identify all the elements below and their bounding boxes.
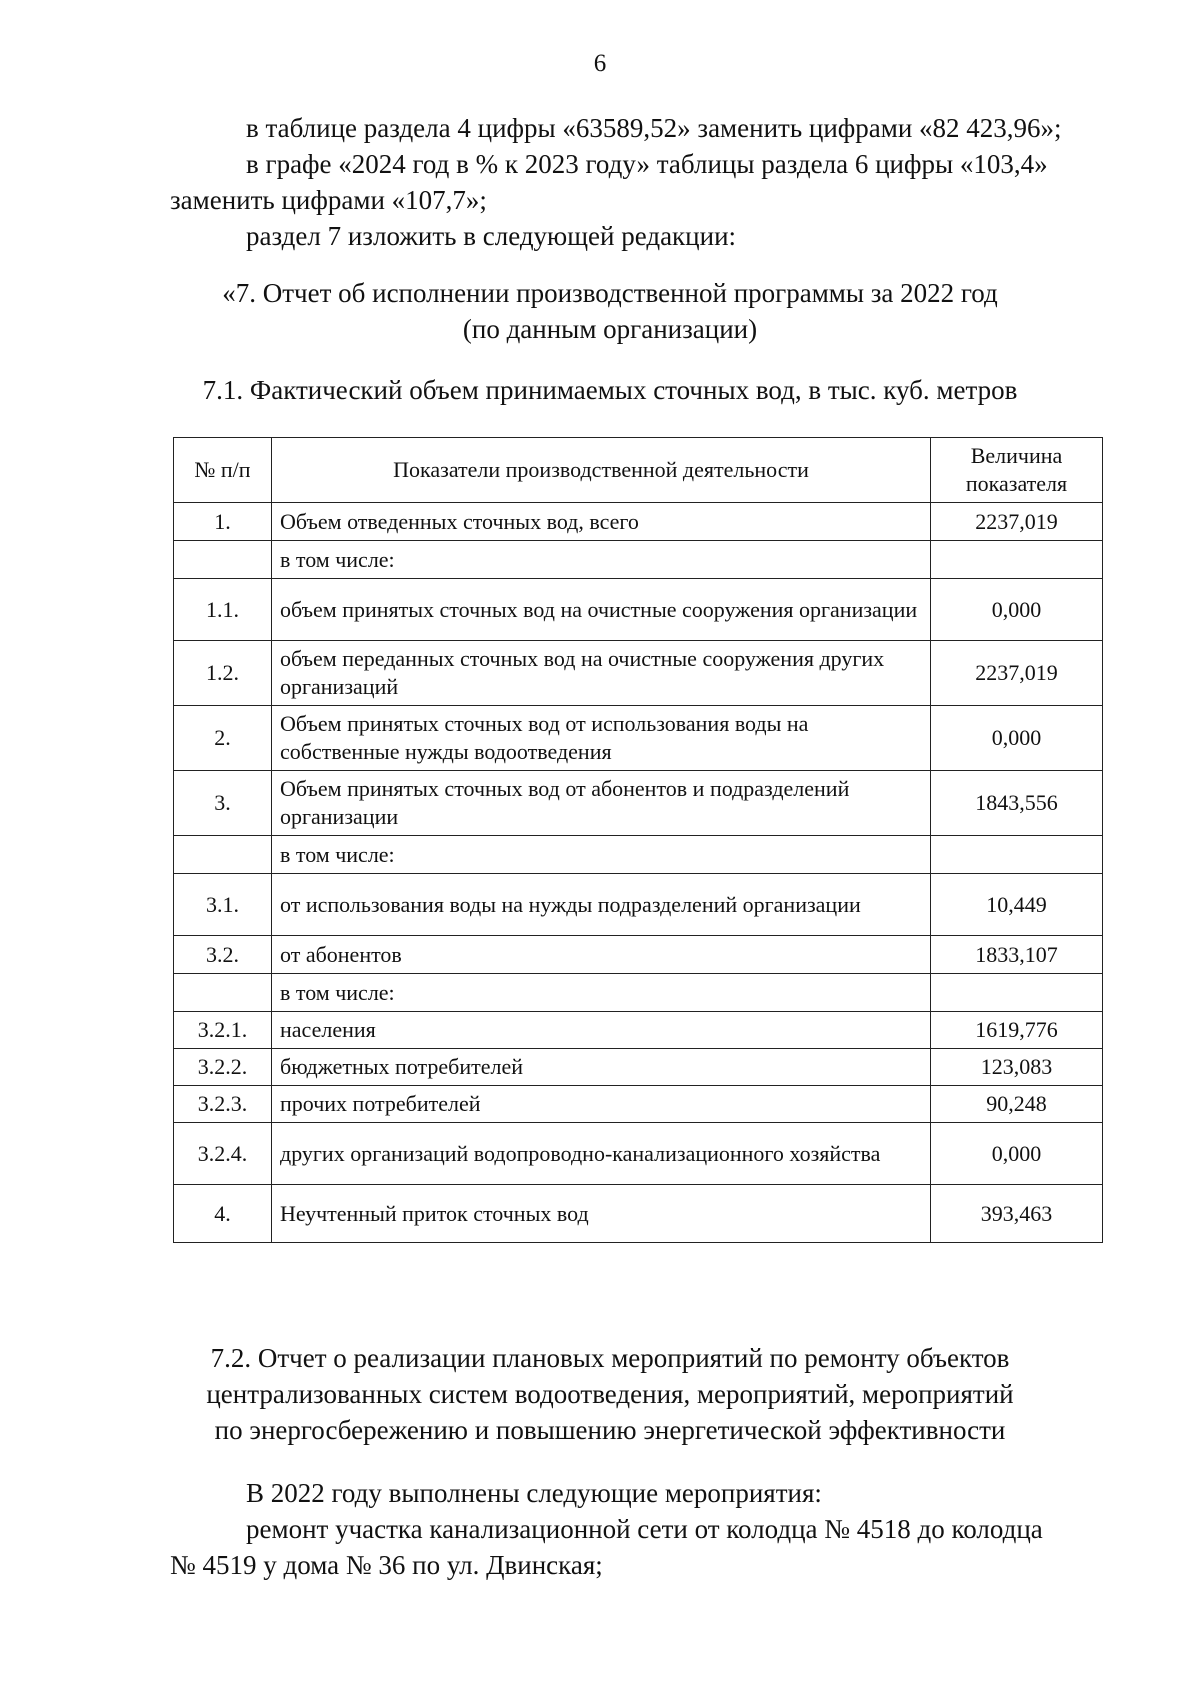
table-row [174, 936, 1103, 974]
subsection-title-7-2 [150, 1340, 1070, 1448]
row-value [931, 974, 1103, 1012]
row-indicator: населения [272, 1012, 931, 1049]
subsection-title-7-1: 7.1. Фактический объем принимаемых сточных вод, в тыс. куб. метров [202, 375, 1018, 405]
row-value: 393,463 [931, 1185, 1103, 1243]
row-number: 2. [174, 706, 272, 771]
row-value: 90,248 [931, 1086, 1103, 1123]
row-value: 1843,556 [931, 771, 1103, 836]
row-indicator: в том числе: [272, 974, 931, 1012]
row-indicator: Объем отведенных сточных вод, всего [272, 503, 931, 541]
intro-line: заменить цифрами «107,7»; [170, 185, 487, 215]
section-title [150, 275, 1070, 347]
row-number: 3.2.1. [174, 1012, 272, 1049]
row-indicator: других организаций водопроводно-канализационного хозяйства [272, 1123, 931, 1185]
section-title-line: (по данным организации) [462, 314, 758, 344]
table-row [174, 541, 1103, 579]
table-row [174, 1185, 1103, 1243]
intro-line: в графе «2024 год в % к 2023 году» таблицы раздела 6 цифры «103,4» [246, 149, 1048, 179]
row-indicator: Объем принятых сточных вод от использования воды на собственные нужды водоотведения [272, 706, 931, 771]
row-number: 3.2.4. [174, 1123, 272, 1185]
row-number: 3.2.2. [174, 1049, 272, 1086]
table-row [174, 1012, 1103, 1049]
row-number [174, 541, 272, 579]
row-number: 1.2. [174, 641, 272, 706]
row-indicator: объем принятых сточных вод на очистные сооружения организации [272, 579, 931, 641]
row-indicator: бюджетных потребителей [272, 1049, 931, 1086]
row-indicator: прочих потребителей [272, 1086, 931, 1123]
header-value: Величина показателя [931, 438, 1103, 503]
row-number [174, 836, 272, 874]
row-indicator: в том числе: [272, 836, 931, 874]
table-row [174, 503, 1103, 541]
subsection-title-line: по энергосбережению и повышению энергетической эффективности [214, 1415, 1006, 1445]
row-indicator: Объем принятых сточных вод от абонентов и подразделений организации [272, 771, 931, 836]
table-row [174, 874, 1103, 936]
row-value: 0,000 [931, 1123, 1103, 1185]
row-indicator: объем переданных сточных вод на очистные сооружения других организаций [272, 641, 931, 706]
row-number: 1.1. [174, 579, 272, 641]
closing-line: ремонт участка канализационной сети от колодца № 4518 до колодца [246, 1514, 1043, 1544]
table-row [174, 771, 1103, 836]
row-number: 1. [174, 503, 272, 541]
intro-paragraph [170, 110, 1090, 254]
row-value: 2237,019 [931, 641, 1103, 706]
closing-paragraph [170, 1475, 1090, 1583]
row-number: 3.1. [174, 874, 272, 936]
row-value: 10,449 [931, 874, 1103, 936]
row-indicator: от использования воды на нужды подразделений организации [272, 874, 931, 936]
row-value: 2237,019 [931, 503, 1103, 541]
wastewater-volume-table [173, 437, 1103, 1243]
table-row [174, 1123, 1103, 1185]
closing-line: В 2022 году выполнены следующие мероприятия: [246, 1478, 822, 1508]
header-num: № п/п [174, 438, 272, 503]
closing-line: № 4519 у дома № 36 по ул. Двинская; [170, 1550, 603, 1580]
section-title-line: «7. Отчет об исполнении производственной программы за 2022 год [222, 278, 998, 308]
row-value [931, 836, 1103, 874]
table-row [174, 1049, 1103, 1086]
subsection-title-line: централизованных систем водоотведения, мероприятий, мероприятий [206, 1379, 1014, 1409]
row-number: 3.2.3. [174, 1086, 272, 1123]
table-row [174, 706, 1103, 771]
row-value [931, 541, 1103, 579]
row-value: 1619,776 [931, 1012, 1103, 1049]
table-row [174, 836, 1103, 874]
row-number: 3. [174, 771, 272, 836]
subsection-title-line: 7.2. Отчет о реализации плановых мероприятий по ремонту объектов [210, 1343, 1010, 1373]
row-number [174, 974, 272, 1012]
header-indicator: Показатели производственной деятельности [272, 438, 931, 503]
intro-line: в таблице раздела 4 цифры «63589,52» заменить цифрами «82 423,96»; [246, 113, 1062, 143]
row-number: 4. [174, 1185, 272, 1243]
row-value: 1833,107 [931, 936, 1103, 974]
table-row [174, 1086, 1103, 1123]
table-header-row [174, 438, 1103, 503]
row-indicator: Неучтенный приток сточных вод [272, 1185, 931, 1243]
table-row [174, 974, 1103, 1012]
row-value: 123,083 [931, 1049, 1103, 1086]
table-row [174, 579, 1103, 641]
page-number: 6 [593, 50, 607, 77]
row-indicator: в том числе: [272, 541, 931, 579]
row-value: 0,000 [931, 706, 1103, 771]
row-number: 3.2. [174, 936, 272, 974]
row-indicator: от абонентов [272, 936, 931, 974]
table-row [174, 641, 1103, 706]
intro-line: раздел 7 изложить в следующей редакции: [246, 221, 737, 251]
row-value: 0,000 [931, 579, 1103, 641]
